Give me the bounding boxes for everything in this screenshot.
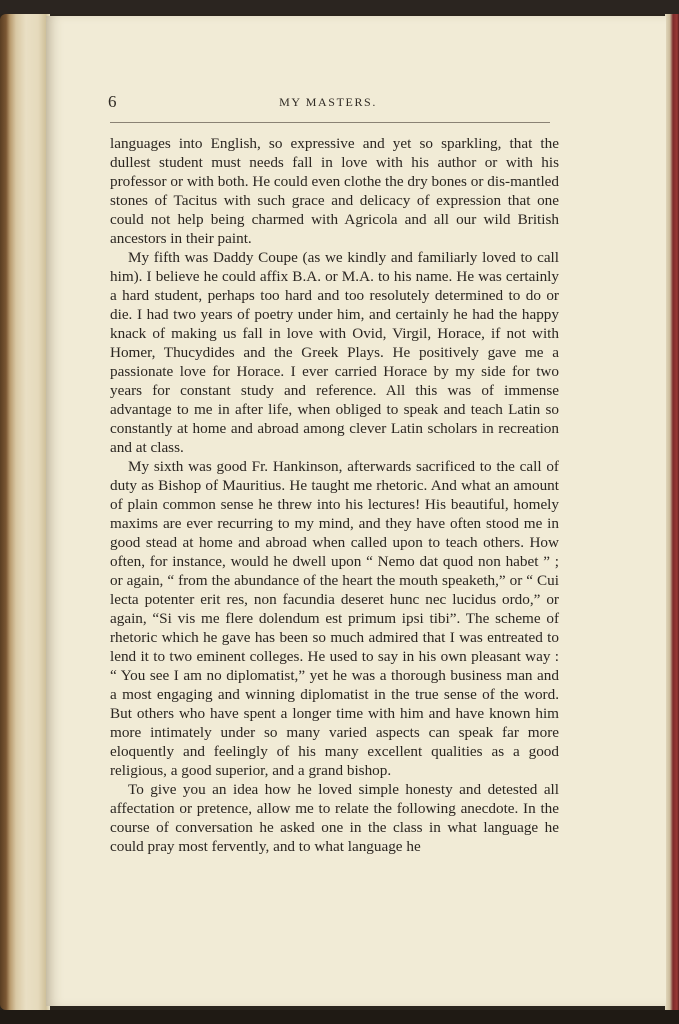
paragraph-1: languages into English, so expressive and yet so sparkling, that the dullest student must needs fall in love with his author or with his professor or with both. He could even clothe the dry bones or dis-mantled stones of Tacitus with such grace and delicacy of expression that one could not help being charmed with Agricola and all our wild British ancestors in their paint. [110,135,559,247]
book-page-edges-left [0,14,50,1010]
body-text [110,134,559,856]
paragraph-2: My fifth was Daddy Coupe (as we kindly and familiarly loved to call him). I believe he could affix B.A. or M.A. to his name. He was certainly a hard student, perhaps too hard and too resolutely determined to do or die. I had two years of poetry under him, and certainly he had the happy knack of making us fall in love with Ovid, Virgil, Horace, if not with Homer, Thucydides and the Greek Plays. He positively gave me a passionate love for Horace. I ever carried Horace by my side for two years for constant study and reference. All this was of immense advantage to me in after life, when obliged to speak and teach Latin so constantly at home and abroad among clever Latin scholars in recreation and at class. [110,249,559,456]
book-cover-edge-right [665,14,679,1010]
running-head: MY MASTERS. [279,95,377,109]
page-header [108,92,548,116]
header-rule [110,122,550,123]
scan-top-edge [0,0,679,14]
paragraph-4: To give you an idea how he loved simple honesty and detested all affectation or pretence, allow me to relate the following anecdote. In the course of conversation he asked one in the class in what language he could pray most fervently, and to what language he [110,781,559,855]
page-number: 6 [108,92,117,111]
scan-bottom-edge [0,1010,679,1024]
paragraph-3: My sixth was good Fr. Hankinson, afterwards sacrificed to the call of duty as Bishop of Mauritius. He taught me rhetoric. And what an amount of plain common sense he threw into his lectures! His beautiful, homely maxims are ever recurring to my mind, and they have often stood me in good stead at home and abroad when called upon to teach others. How often, for instance, would he dwell upon “ Nemo dat quod non habet ” ; or again, “ from the abundance of the heart the mouth speaketh,” or “ Cui lecta potenter erit res, non facundia deseret hunc nec lucidus ordo,” or again, “Si vis me flere dolendum est primum ipsi tibi”. The scheme of rhetoric which he gave has been so much admired that I was entreated to lend it to two eminent colleges. He used to say in his own pleasant way : “ You see I am no diplomatist,” yet he was a thorough business man and a most engaging and winning diplomatist in the true sense of the word. But others who have spent a longer time with him and have known him more intimately under so many varied aspects can speak far more eloquently and feelingly of his many excellent qualities as a good religious, a good superior, and a grand bishop. [110,458,559,779]
